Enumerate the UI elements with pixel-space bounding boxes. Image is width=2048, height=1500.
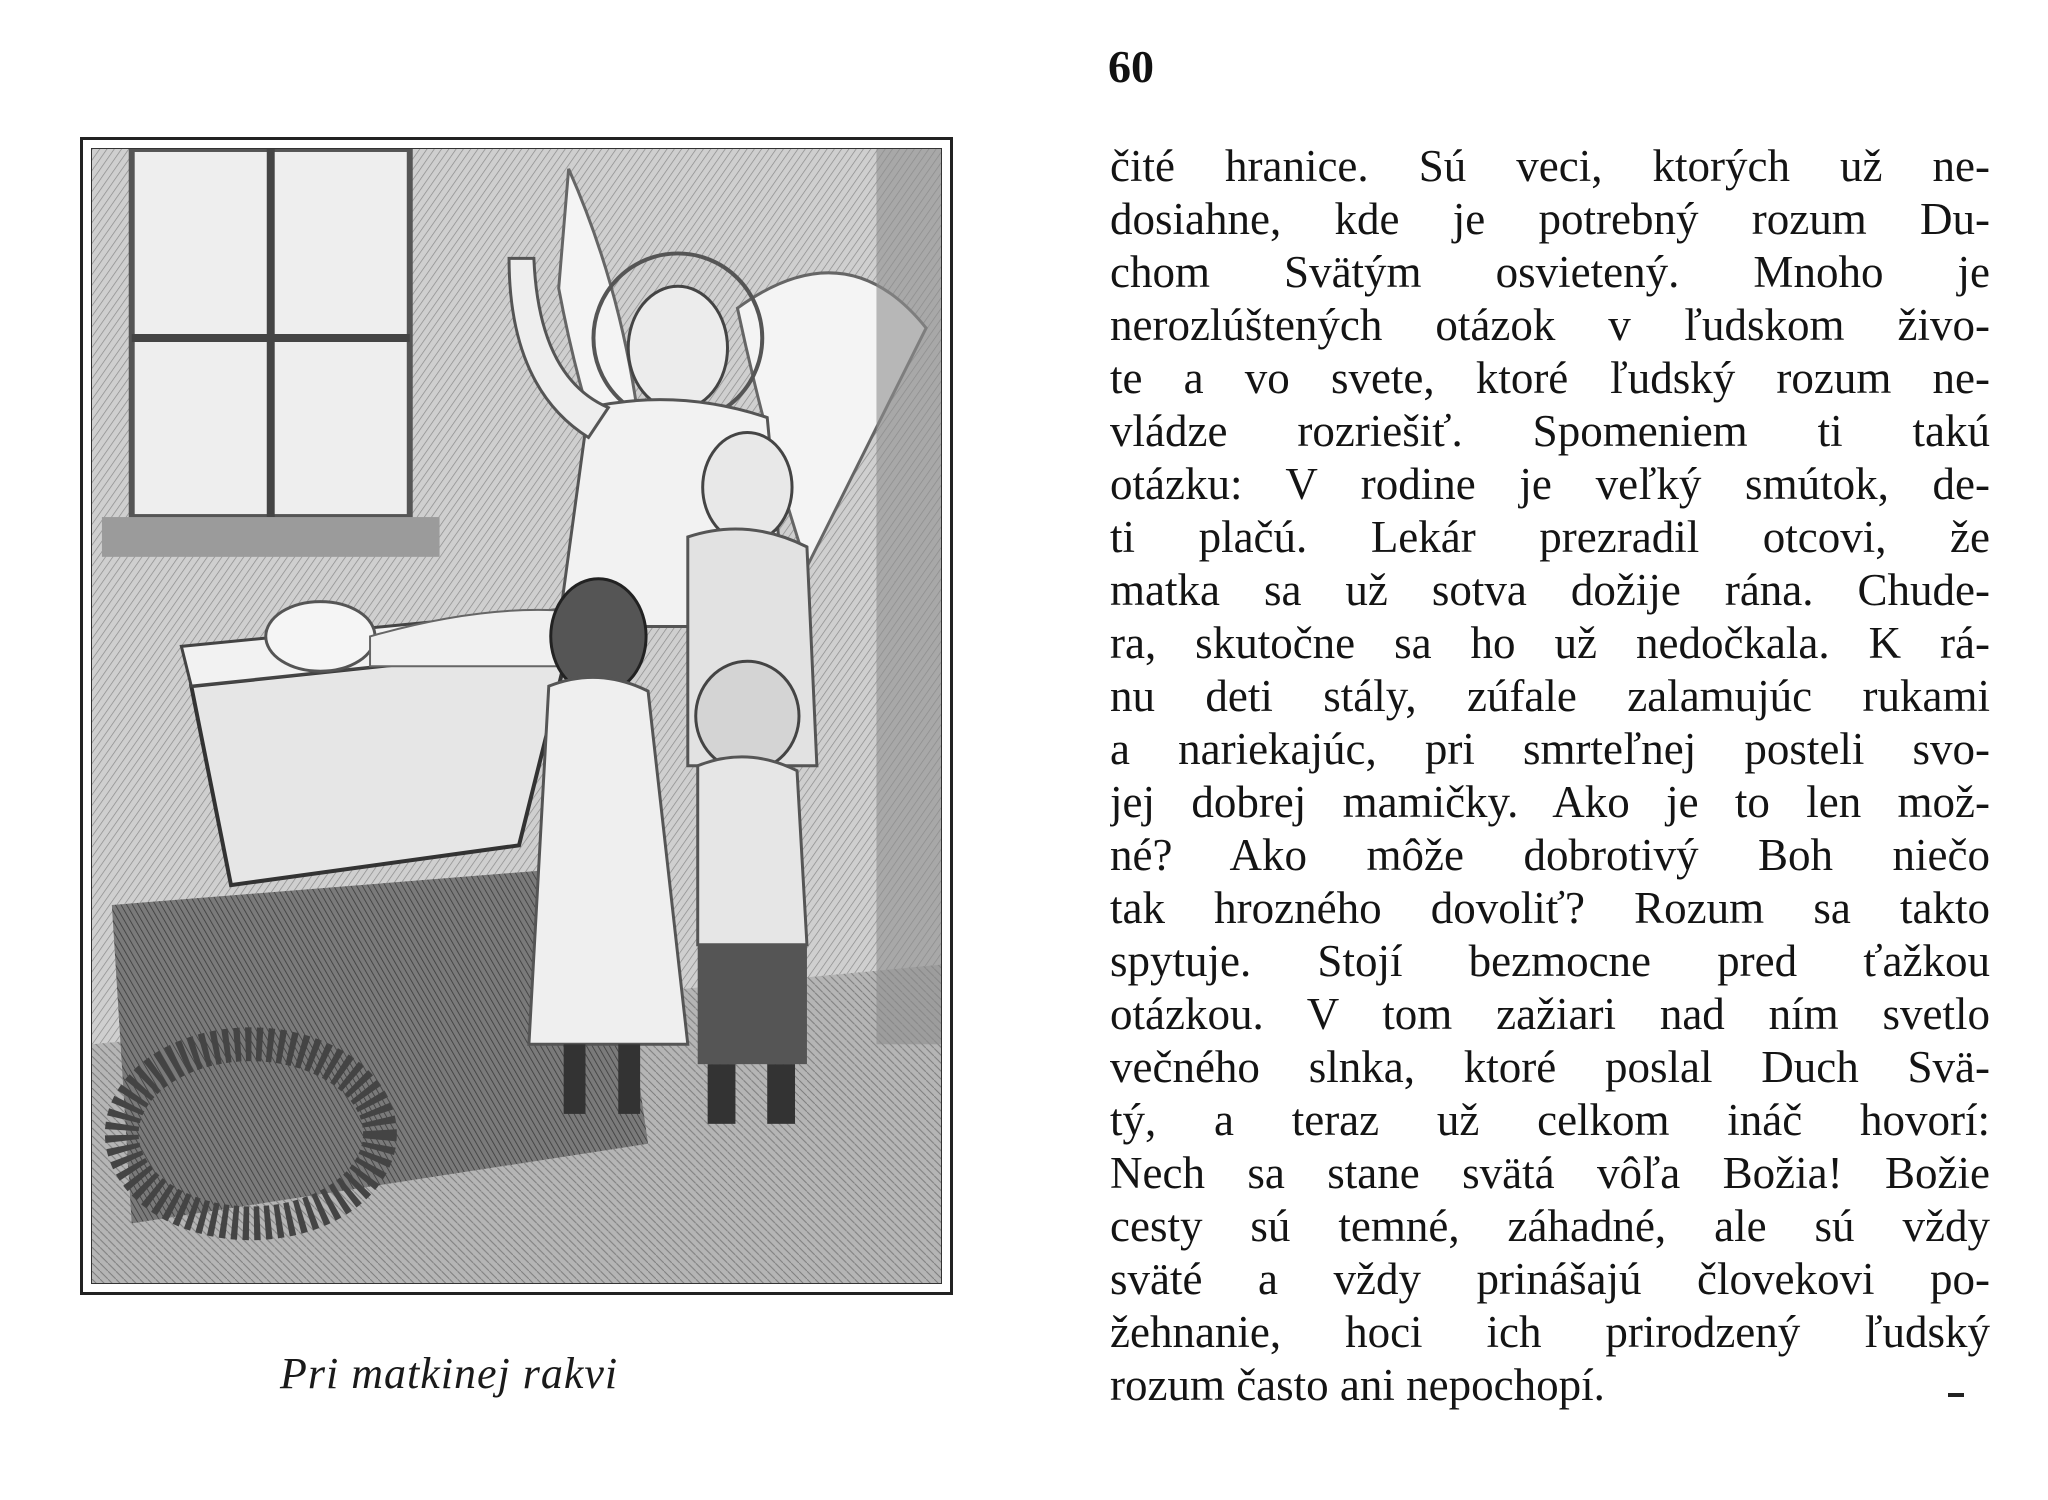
text-line: otázkou. V tom zažiari nad ním svetlo (1110, 989, 1990, 1039)
text-line: žehnanie, hoci ich prirodzený ľudský (1110, 1307, 1990, 1357)
text-line: večného slnka, ktoré poslal Duch Svä- (1110, 1042, 1990, 1092)
text-line-last: rozum často ani nepochopí. (1110, 1360, 1605, 1410)
text-line: vládze rozriešiť. Spomeniem ti takú (1110, 406, 1990, 456)
text-line: tak hrozného dovoliť? Rozum sa takto (1110, 883, 1990, 933)
text-line: chom Svätým osvietený. Mnoho je (1110, 247, 1990, 297)
text-line: spytuje. Stojí bezmocne pred ťažkou (1110, 936, 1990, 986)
page-number: 60 (1108, 41, 1154, 92)
text-line: né? Ako môže dobrotivý Boh niečo (1110, 830, 1990, 880)
text-line: tý, a teraz už celkom ináč hovorí: (1110, 1095, 1990, 1145)
body-text (1110, 140, 1990, 1412)
text-line: a nariekajúc, pri smrteľnej posteli svo- (1110, 724, 1990, 774)
text-line: ra, skutočne sa ho už nedočkala. K rá- (1110, 618, 1990, 668)
text-line: dosiahne, kde je potrebný rozum Du- (1110, 194, 1990, 244)
text-line: matka sa už sotva dožije rána. Chude- (1110, 565, 1990, 615)
text-line: čité hranice. Sú veci, ktorých už ne- (1110, 141, 1990, 191)
text-line: sväté a vždy prinášajú človekovi po- (1110, 1254, 1990, 1304)
illustration-engraving (91, 148, 942, 1284)
text-line: otázku: V rodine je veľký smútok, de- (1110, 459, 1990, 509)
text-line: ti plačú. Lekár prezradil otcovi, že (1110, 512, 1990, 562)
illustration-frame (80, 137, 953, 1295)
text-line: nerozlúštených otázok v ľudskom živo- (1110, 300, 1990, 350)
text-line: jej dobrej mamičky. Ako je to len mož- (1110, 777, 1990, 827)
text-line: nu deti stály, zúfale zalamujúc rukami (1110, 671, 1990, 721)
text-line: te a vo svete, ktoré ľudský rozum ne- (1110, 353, 1990, 403)
text-line: cesty sú temné, záhadné, ale sú vždy (1110, 1201, 1990, 1251)
window (102, 149, 440, 557)
text-line: Nech sa stane svätá vôľa Božia! Božie (1110, 1148, 1990, 1198)
illustration-caption: Pri matkinej rakvi (280, 1349, 619, 1398)
end-of-text-mark (1948, 1393, 1964, 1397)
